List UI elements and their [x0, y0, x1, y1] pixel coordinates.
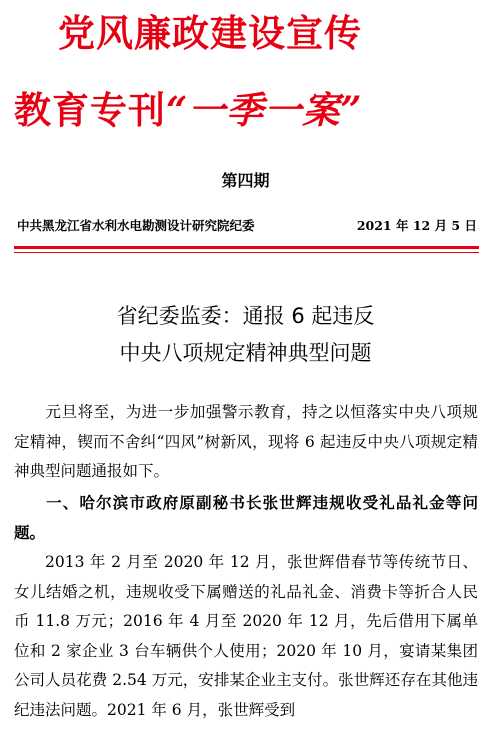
case1-title-paragraph [14, 488, 478, 547]
intro-paragraph [14, 398, 478, 487]
article-headline-line2: 中央八项规定精神典型问题 [119, 341, 372, 365]
case1-body-paragraph [14, 548, 478, 725]
case1-title-text: 一、哈尔滨市政府原副秘书长张世辉违规收受礼品礼金等问题。 [14, 493, 478, 542]
intro-text: 元旦将至，为进一步加强警示教育，持之以恒落实中央八项规定精神，锲而不舍纠“四风”树新风，现将 6 起违反中央八项规定精神典型问题通报如下。 [14, 403, 478, 480]
issuing-organization: 中共黑龙江省水利水电勘测设计研究院纪委 [17, 218, 255, 233]
issue-number: 第四期 [221, 171, 270, 190]
divider-thin [14, 252, 479, 253]
divider-thick [14, 246, 479, 249]
meta-row [17, 216, 477, 234]
article-headline-line1: 省纪委监委：通报 6 起违反 [116, 304, 375, 328]
banner-title-quoted: “一季一案” [166, 88, 363, 132]
banner-title-prefix: 教育专刊 [14, 89, 166, 132]
issue-date: 2021 年 12 月 5 日 [356, 218, 477, 233]
banner-title-line2 [14, 80, 491, 134]
banner-title-line1: 党风廉政建设宣传 [58, 12, 362, 55]
case1-body-text: 2013 年 2 月至 2020 年 12 月，张世辉借春节等传统节日、女儿结婚之机，违规收受下属赠送的礼品礼金、消费卡等折合人民币 11.8 万元；2016 年 4 月至 2020 年 12 月，先后借用下属单位和 2 家企业 3 台车辆供个人使用；2020 年 10 月，宴请某集团公司人员花费 2.54 万元，安排某企业主支付。张世辉还存在其他违纪违法问题。2021 年 6 月，张世辉受到 [14, 553, 478, 719]
